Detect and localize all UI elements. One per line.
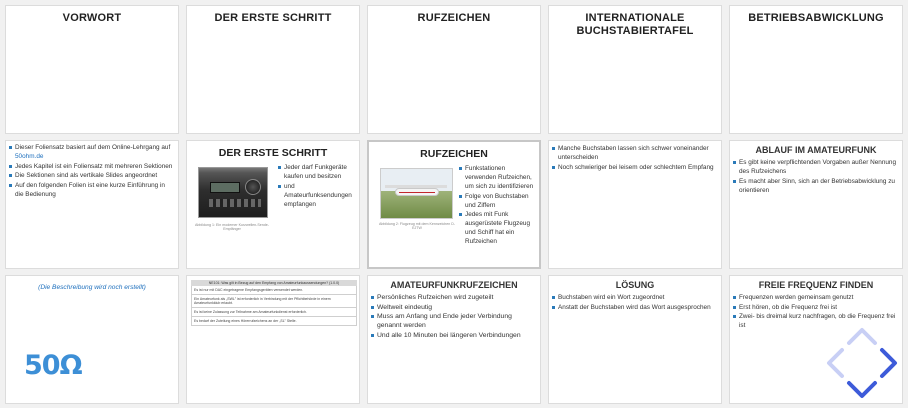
list-item: Zwei- bis dreimal kurz nachfragen, ob die Frequenz frei ist: [732, 312, 898, 330]
list-item: Jeder darf Funkgeräte kaufen und besitzen: [277, 163, 357, 181]
slide-title: DER ERSTE SCHRITT: [218, 147, 328, 159]
bullet-list: [370, 293, 536, 340]
figure-caption: Abbildung 1: Ein moderner Kurzwellen-Sende-Empfänger: [195, 223, 269, 231]
list-item: Die Sektionen sind als vertikale Slides angeordnet: [8, 171, 174, 180]
slide-pruefungsfrage[interactable]: [186, 275, 360, 404]
slide-amateurfunkrufzeichen[interactable]: [367, 275, 541, 404]
list-item: Dieser Foliensatz basiert auf dem Online-Lehrgang auf 50ohm.de: [8, 143, 174, 161]
slide-bedienung[interactable]: [5, 275, 179, 404]
slide-title: RUFZEICHEN: [417, 12, 491, 24]
list-item: Anstatt der Buchstaben wird das Wort ausgesprochen: [551, 303, 717, 312]
slide-betriebsabwicklung[interactable]: [729, 5, 903, 134]
list-item: Folge von Buchstaben und Ziffern: [458, 192, 538, 210]
bullet-list: [732, 158, 898, 195]
slide-title: ABLAUF IM AMATEURFUNK: [755, 145, 877, 155]
list-item: Auf den folgenden Folien ist eine kurze Einführung in die Bedienung: [8, 181, 174, 199]
slide-title: BETRIEBSABWICKLUNG: [748, 12, 884, 24]
list-item: Buchstaben wird ein Wort zugeordnet: [551, 293, 717, 302]
list-item: Es macht aber Sinn, sich an der Betriebsabwicklung zu orientieren: [732, 177, 898, 195]
airplane-image: [380, 168, 453, 219]
list-item: Weltweit eindeutig: [370, 303, 536, 312]
slide-vorwort[interactable]: [5, 5, 179, 134]
list-item: Manche Buchstaben lassen sich schwer voneinander unterscheiden: [551, 144, 717, 162]
chevron-right-icon[interactable]: [882, 350, 895, 376]
slide-ablauf-im-amateurfunk[interactable]: [729, 140, 903, 269]
slide-rufzeichen-content-current[interactable]: [367, 140, 541, 269]
answer-option[interactable]: Es ist keine Zulassung zur Teilnahme am Amateurfunkdienst erforderlich.: [191, 308, 357, 317]
chevron-left-icon[interactable]: [829, 350, 842, 376]
figure-caption: Abbildung 2: Flugzeug mit dem Kennzeichen D-EJTW: [378, 222, 456, 230]
slide-title: FREIE FREQUENZ FINDEN: [758, 280, 874, 290]
slide-title: DER ERSTE SCHRITT: [214, 12, 332, 24]
answer-option[interactable]: Es ist nur mit DAC eingetragene Empfangsgeräten verwendet werden.: [191, 286, 357, 295]
bullet-list: [8, 143, 174, 199]
list-item: Frequenzen werden gemeinsam genutzt: [732, 293, 898, 302]
transceiver-image: [198, 167, 268, 218]
slide-vorwort-intro[interactable]: [5, 140, 179, 269]
slide-title: RUFZEICHEN: [420, 148, 488, 160]
chevron-down-icon[interactable]: [849, 383, 875, 396]
list-item: Es gibt keine verpflichtenden Vorgaben außer Nennung des Rufzeichens: [732, 158, 898, 176]
slide-title: AMATEURFUNKRUFZEICHEN: [390, 280, 518, 290]
description-note: (Die Beschreibung wird noch erstellt): [38, 284, 146, 291]
slide-buchstabiertafel[interactable]: [548, 5, 722, 134]
list-item: Noch schwieriger bei leisem oder schlechtem Empfang: [551, 163, 717, 172]
link-50ohm[interactable]: 50ohm.de: [15, 153, 44, 160]
chevron-up-icon[interactable]: [849, 330, 875, 343]
50ohm-logo: 50Ω: [24, 350, 82, 381]
slide-loesung[interactable]: [548, 275, 722, 404]
list-item: Erst hören, ob die Frequenz frei ist: [732, 303, 898, 312]
answer-option[interactable]: Es bedarf der Zuteilung eines Hörerrufzeichens an der „SL" Stelle.: [191, 317, 357, 326]
list-item: Persönliches Rufzeichen wird zugeteilt: [370, 293, 536, 302]
slide-rufzeichen[interactable]: [367, 5, 541, 134]
slide-title: VORWORT: [62, 12, 122, 24]
slide-title: LÖSUNG: [615, 280, 655, 290]
slide-der-erste-schritt-content[interactable]: [186, 140, 360, 269]
list-item: und Amateurfunksendungen empfangen: [277, 182, 357, 209]
list-item: Muss am Anfang und Ende jeder Verbindung genannt werden: [370, 312, 536, 330]
answer-option[interactable]: Ein Amateurfunk als „SWL" ist erforderlich in Verbindung mit der Pflichtbehörde in einem Amateurfunkklub erlaubt.: [191, 295, 357, 308]
slide-title: INTERNATIONALE BUCHSTABIERTAFEL: [576, 12, 694, 37]
question-table: [191, 280, 357, 326]
bullet-list: [551, 293, 717, 312]
list-item: Jedes Kapitel ist ein Foliensatz mit mehreren Sektionen: [8, 162, 174, 171]
list-item: Jedes mit Funk ausgerüstete Flugzeug und Schiff hat ein Rufzeichen: [458, 210, 538, 246]
slide-der-erste-schritt[interactable]: [186, 5, 360, 134]
list-item: Und alle 10 Minuten bei längeren Verbindungen: [370, 331, 536, 340]
navigation-controls: [822, 323, 902, 403]
list-item: Funkstationen verwenden Rufzeichen, um sich zu identifizieren: [458, 164, 538, 191]
question-header: NE101: Was gilt in Bezug auf den Empfang von Amateurfunkaussendungen? (1.0.0): [191, 280, 357, 286]
bullet-list: [458, 164, 538, 247]
bullet-list: [551, 144, 717, 172]
slide-buchstabiertafel-content[interactable]: [548, 140, 722, 269]
bullet-list: [277, 163, 357, 209]
